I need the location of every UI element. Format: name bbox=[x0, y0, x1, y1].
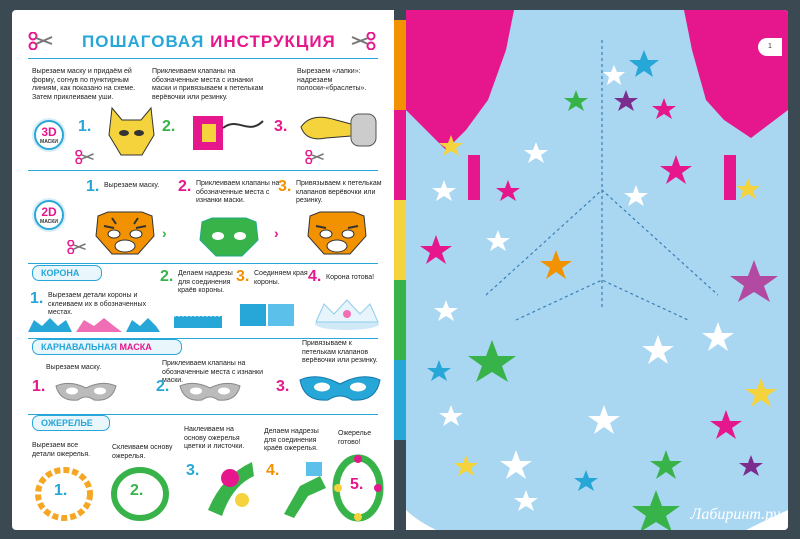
book-spread bbox=[12, 10, 788, 530]
scissors-icon bbox=[350, 32, 376, 50]
carnival-step3-text: Привязываем к петелькам клапанов верёвочки или резинку. bbox=[302, 340, 378, 364]
step-number: 1. bbox=[32, 378, 46, 395]
step-number: 1. bbox=[86, 178, 100, 195]
mask3d-step2-text: Приклеиваем клапаны на обозначенные места с изнанки маски и привязываем к петелькам верёвочки или резинку. bbox=[152, 68, 264, 101]
necklace-step5-text: Ожерелье готово! bbox=[338, 430, 372, 446]
mask2d-badge: 2D МАСКИ bbox=[34, 200, 64, 230]
step-number: 1. bbox=[78, 118, 92, 135]
step-number: 2. bbox=[178, 178, 192, 195]
tab-orange bbox=[394, 20, 406, 110]
crown-ready-image bbox=[312, 296, 382, 332]
tiger-mask-image bbox=[304, 206, 370, 258]
scissors-icon bbox=[28, 32, 54, 50]
arrow-icon: › bbox=[162, 225, 167, 241]
necklace-step3-text: Наклеиваем на основу ожерелья цветки и листочки. bbox=[184, 426, 245, 450]
cat-mask-image bbox=[104, 100, 159, 160]
step-number: 2. bbox=[130, 482, 144, 499]
grey-mask-image bbox=[54, 378, 118, 406]
mask-flap-image bbox=[188, 106, 268, 156]
necklace-step2-text: Склеиваем основу ожерелья. bbox=[112, 444, 173, 460]
carnival-step2-text: Приклеиваем клапаны на обозначенные места с изнанки маски. bbox=[162, 360, 264, 384]
step-number: 4. bbox=[308, 268, 322, 285]
necklace-step4-text: Делаем надрезы для соединения краёв ожерелья. bbox=[264, 428, 319, 452]
necklace-section-label: ОЖЕРЕЛЬЕ bbox=[32, 415, 110, 431]
costume-template-page bbox=[406, 10, 788, 530]
page-title: ПОШАГОВАЯ ИНСТРУКЦИЯ bbox=[82, 32, 336, 51]
scissors-icon bbox=[66, 240, 88, 254]
step-number: 3. bbox=[274, 118, 288, 135]
scissors-icon bbox=[74, 150, 96, 164]
mask3d-step1-text: Вырезаем маску и придаём ей форму, согнув по пунктирным линиям, как показано на схеме. Затем приклеиваем уши. bbox=[32, 68, 136, 101]
crown-section-label: КОРОНА bbox=[32, 265, 102, 281]
step-number: 1. bbox=[54, 482, 68, 499]
grey-mask-image bbox=[178, 378, 242, 406]
crown-strip-image bbox=[172, 310, 224, 332]
costume-shirt-image bbox=[406, 10, 788, 530]
tab-pink bbox=[394, 110, 406, 200]
step-number: 2. bbox=[160, 268, 174, 285]
page-number: 1 bbox=[758, 38, 782, 56]
mask3d-badge: 3D МАСКИ bbox=[34, 120, 64, 150]
step-number: 3. bbox=[236, 268, 250, 285]
arrow-icon: › bbox=[274, 225, 279, 241]
crown-step3-text: Соединяем края короны. bbox=[254, 270, 308, 286]
tab-yellow bbox=[394, 200, 406, 280]
crown-join-image bbox=[238, 300, 298, 330]
tab-green bbox=[394, 280, 406, 360]
mask2d-step3-text: Привязываем к петелькам клапанов верёвочки или резинку. bbox=[296, 180, 382, 204]
blue-mask-image bbox=[298, 372, 382, 406]
necklace-cut-image bbox=[280, 456, 330, 518]
instruction-page bbox=[12, 10, 394, 530]
step-number: 3. bbox=[276, 378, 290, 395]
green-mask-image bbox=[196, 214, 262, 258]
crown-step1-text: Вырезаем детали короны и склеиваем их в обозначенных местах. bbox=[48, 292, 147, 316]
tab-blue bbox=[394, 360, 406, 440]
paw-bracelet-image bbox=[296, 102, 384, 157]
step-number: 1. bbox=[30, 290, 44, 307]
carnival-step1-text: Вырезаем маску. bbox=[46, 364, 102, 371]
step-number: 2. bbox=[156, 378, 170, 395]
crown-step4-text: Корона готова! bbox=[326, 274, 375, 281]
necklace-step1-text: Вырезаем все детали ожерелья. bbox=[32, 442, 91, 458]
mask2d-step1-text: Вырезаем маску. bbox=[104, 182, 160, 189]
section-tabs bbox=[394, 10, 406, 530]
step-number: 3. bbox=[278, 178, 292, 195]
tiger-mask-image bbox=[92, 206, 158, 258]
step-number: 4. bbox=[266, 462, 280, 479]
flower-image bbox=[202, 456, 258, 518]
carnival-section-label: КАРНАВАЛЬНАЯ МАСКА bbox=[32, 339, 182, 355]
crown-parts-image bbox=[26, 314, 162, 334]
mask3d-step3-text: Вырезаем «лапки»: надрезаем полоски-«браслеты». bbox=[297, 68, 367, 92]
mask2d-step2-text: Приклеиваем клапаны на обозначенные места с изнанки маски. bbox=[196, 180, 280, 204]
scissors-icon bbox=[304, 150, 326, 164]
watermark-logo: Лабиринт.ру bbox=[690, 506, 780, 523]
step-number: 3. bbox=[186, 462, 200, 479]
crown-step2-text: Делаем надрезы для соединения краёв короны. bbox=[178, 270, 233, 294]
step-number: 5. bbox=[350, 476, 364, 493]
step-number: 2. bbox=[162, 118, 176, 135]
